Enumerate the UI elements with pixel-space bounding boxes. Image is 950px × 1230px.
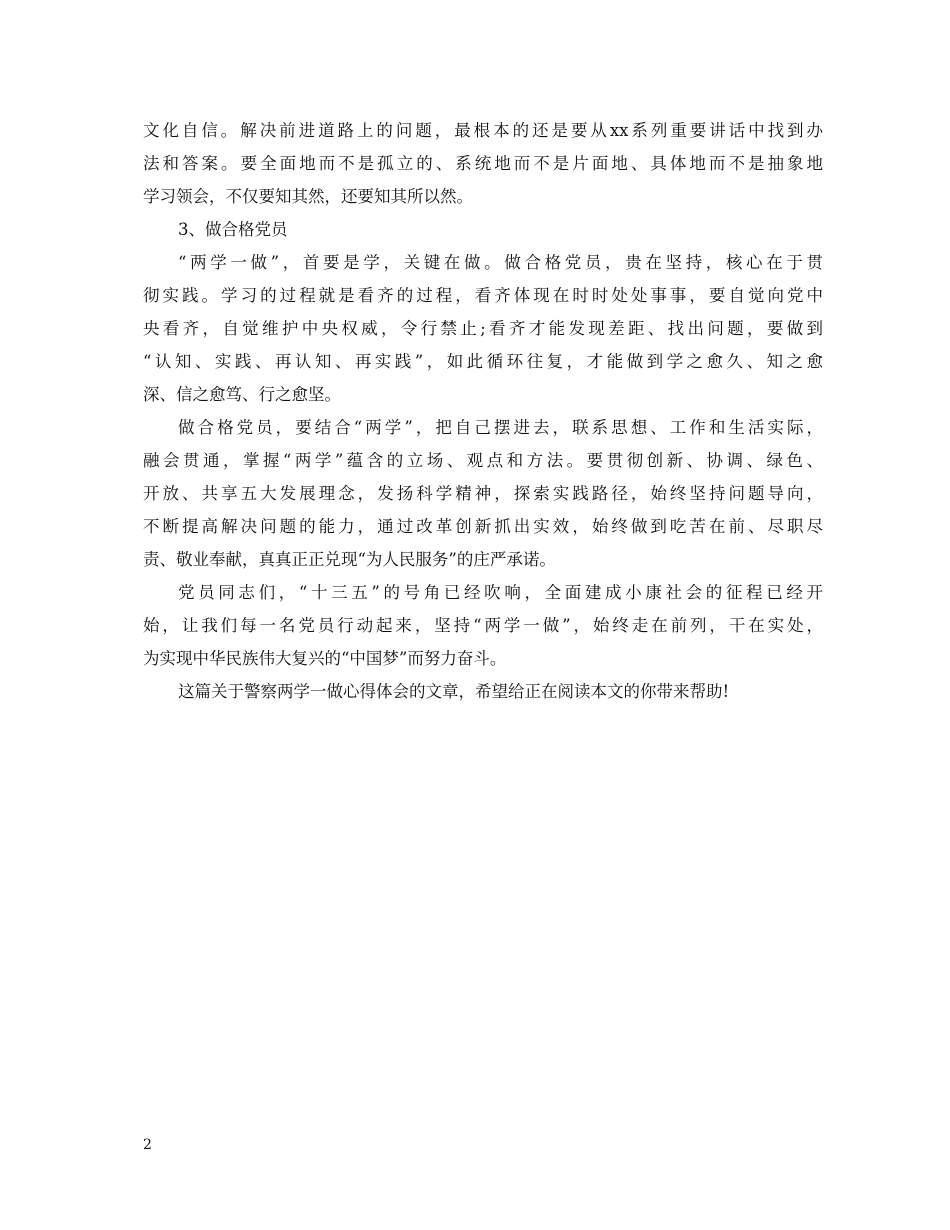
paragraph-line: 为实现中华民族伟大复兴的“中国梦”而努力奋斗。 bbox=[143, 649, 507, 668]
paragraph-line: 文化自信。解决前进道路上的问题，最根本的还是要从xx系列重要讲话中找到办 bbox=[143, 121, 823, 140]
paragraph-line: 彻实践。学习的过程就是看齐的过程，看齐体现在时时处处事事，要自觉向党中 bbox=[143, 286, 823, 305]
paragraph-line: 融会贯通，掌握“两学”蕴含的立场、观点和方法。要贯彻创新、协调、绿色、 bbox=[143, 451, 823, 470]
paragraph-line: 始，让我们每一名党员行动起来，坚持“两学一做”，始终走在前列，干在实处， bbox=[143, 616, 823, 635]
paragraph-line: “两学一做”，首要是学，关键在做。做合格党员，贵在坚持，核心在于贯 bbox=[178, 253, 823, 272]
paragraph-line: 开放、共享五大发展理念，发扬科学精神，探索实践路径，始终坚持问题导向， bbox=[143, 484, 823, 503]
document-body bbox=[143, 114, 823, 708]
paragraph-line: 学习领会，不仅要知其然，还要知其所以然。 bbox=[143, 187, 473, 206]
paragraph-line: 责、敬业奉献，真真正正兑现“为人民服务”的庄严承诺。 bbox=[143, 550, 556, 569]
section-heading: 3、做合格党员 bbox=[178, 220, 288, 239]
page-number: 2 bbox=[143, 1137, 152, 1153]
paragraph-line: 法和答案。要全面地而不是孤立的、系统地而不是片面地、具体地而不是抽象地 bbox=[143, 154, 823, 173]
closing-line: 这篇关于警察两学一做心得体会的文章，希望给正在阅读本文的你带来帮助! bbox=[178, 682, 730, 701]
paragraph-line: 深、信之愈笃、行之愈坚。 bbox=[143, 385, 341, 404]
paragraph-line: 做合格党员，要结合“两学”，把自己摆进去，联系思想、工作和生活实际， bbox=[178, 418, 823, 437]
paragraph-line: “认知、实践、再认知、再实践”，如此循环往复，才能做到学之愈久、知之愈 bbox=[143, 352, 823, 371]
paragraph-line: 央看齐，自觉维护中央权威，令行禁止;看齐才能发现差距、找出问题，要做到 bbox=[143, 319, 823, 338]
paragraph-line: 党员同志们，“十三五”的号角已经吹响，全面建成小康社会的征程已经开 bbox=[178, 583, 823, 602]
paragraph-line: 不断提高解决问题的能力，通过改革创新抓出实效，始终做到吃苦在前、尽职尽 bbox=[143, 517, 823, 536]
